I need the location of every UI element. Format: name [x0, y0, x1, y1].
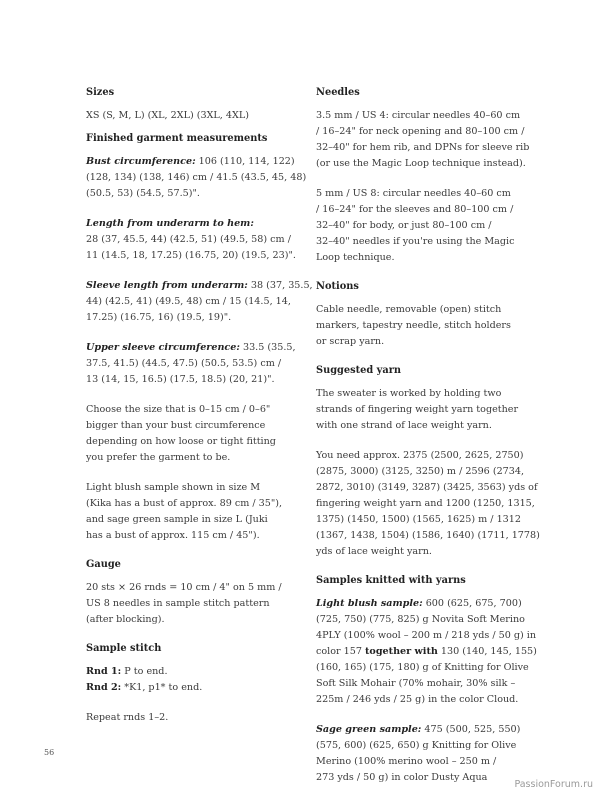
text-line: 3.5 mm / US 4: circular needles 40–60 cm: [316, 110, 521, 121]
blush-line: 130 (140, 145, 155): [437, 646, 537, 657]
sizes-text: XS (S, M, L) (XL, 2XL) (3XL, 4XL): [86, 110, 249, 121]
sage-line: 273 yds / 50 g) in color Dusty Aqua: [316, 772, 488, 783]
blush-line: 225m / 246 yds / 25 g) in the color Cloud.: [316, 694, 519, 705]
yarn-paragraph-1: [316, 386, 528, 434]
text-line: 5 mm / US 8: circular needles 40–60 cm: [316, 188, 511, 199]
yarn-paragraph-2: [316, 448, 540, 560]
blush-line: 600 (625, 675, 700): [422, 598, 522, 609]
text-line: markers, tapestry needle, stitch holders: [316, 320, 511, 331]
text-line: with one strand of lace weight yarn.: [316, 420, 492, 431]
text-line: yds of lace weight yarn.: [316, 546, 432, 557]
rnd2-text: *K1, p1* to end.: [121, 682, 203, 693]
blush-line: (725, 750) (775, 825) g Novita Soft Merino: [316, 614, 525, 625]
rnd1-text: P to end.: [121, 666, 168, 677]
notions-heading: Notions: [316, 281, 359, 292]
text-line: (2875, 3000) (3125, 3250) m / 2596 (2734,: [316, 466, 525, 477]
length-line: 11 (14.5, 18, 17.25) (16.75, 20) (19.5, 23)".: [86, 250, 296, 261]
text-line: 20 sts × 26 rnds = 10 cm / 4" on 5 mm /: [86, 582, 282, 593]
bust-circumference: [86, 154, 307, 202]
sizes-heading: Sizes: [86, 87, 115, 98]
repeat-text: Repeat rnds 1–2.: [86, 712, 169, 723]
needles-heading: Needles: [316, 87, 360, 98]
text-line: bigger than your bust circumference: [86, 420, 266, 431]
upper-sleeve-circumference: [86, 340, 296, 388]
rnd1-label: Rnd 1:: [86, 666, 122, 677]
upper-sleeve-label: Upper sleeve circumference:: [86, 342, 240, 353]
gauge-heading: Gauge: [86, 559, 121, 570]
blush-line: (160, 165) (175, 180) g of Knitting for Olive: [316, 662, 529, 673]
bust-label: Bust circumference:: [86, 156, 196, 167]
sage-line: (575, 600) (625, 650) g Knitting for Olive: [316, 740, 517, 751]
text-line: fingering weight yarn and 1200 (1250, 1315,: [316, 498, 535, 509]
text-line: (or use the Magic Loop technique instead).: [316, 158, 526, 169]
text-line: or scrap yarn.: [316, 336, 385, 347]
finished-measurements-heading: Finished garment measurements: [86, 133, 268, 144]
blush-line: color 157: [316, 646, 365, 657]
text-line: 32–40" for body, or just 80–100 cm /: [316, 220, 492, 231]
stitch-rounds: [86, 664, 291, 696]
bust-line: 106 (110, 114, 122): [195, 156, 295, 167]
sleeve-length: [86, 278, 313, 326]
text-line: depending on how loose or tight fitting: [86, 436, 276, 447]
left-column: [86, 86, 313, 726]
length-label: Length from underarm to hem:: [86, 218, 254, 229]
blush-label: Light blush sample:: [316, 598, 423, 609]
sleeve-label: Sleeve length from underarm:: [86, 280, 248, 291]
bust-line: (50.5, 53) (54.5, 57.5)".: [86, 188, 200, 199]
upper-sleeve-line: 13 (14, 15, 16.5) (17.5, 18.5) (20, 21)".: [86, 374, 275, 385]
watermark: PassionForum.ru: [514, 779, 593, 790]
samples-shown-paragraph: [86, 480, 291, 544]
text-line: (Kika has a bust of approx. 89 cm / 35"),: [86, 498, 283, 509]
text-line: Cable needle, removable (open) stitch: [316, 304, 502, 315]
right-column: [316, 86, 540, 786]
text-line: Loop technique.: [316, 252, 395, 263]
rnd2-label: Rnd 2:: [86, 682, 122, 693]
text-line: Choose the size that is 0–15 cm / 0–6": [86, 404, 271, 415]
together-with-label: together with: [365, 646, 438, 657]
sage-line: 475 (500, 525, 550): [421, 724, 521, 735]
upper-sleeve-line: 37.5, 41.5) (44.5, 47.5) (50.5, 53.5) cm /: [86, 358, 282, 369]
needles-paragraph-1: [316, 108, 528, 172]
text-line: / 16–24" for neck opening and 80–100 cm /: [316, 126, 525, 137]
blush-line: 4PLY (100% wool – 200 m / 218 yds / 50 g) in: [316, 630, 537, 641]
text-line: has a bust of approx. 115 cm / 45").: [86, 530, 260, 541]
text-line: (1367, 1438, 1504) (1586, 1640) (1711, 1778): [316, 530, 540, 541]
light-blush-sample: [316, 596, 537, 708]
text-line: strands of fingering weight yarn together: [316, 404, 519, 415]
text-line: 2872, 3010) (3149, 3287) (3425, 3563) yds of: [316, 482, 538, 493]
needles-paragraph-2: [316, 186, 528, 266]
text-line: 32–40" for hem rib, and DPNs for sleeve rib: [316, 142, 530, 153]
bust-line: (128, 134) (138, 146) cm / 41.5 (43.5, 45, 48): [86, 172, 307, 183]
length-line: 28 (37, 45.5, 44) (42.5, 51) (49.5, 58) cm /: [86, 234, 291, 245]
text-line: / 16–24" for the sleeves and 80–100 cm /: [316, 204, 514, 215]
text-line: US 8 needles in sample stitch pattern: [86, 598, 270, 609]
text-line: 32–40" needles if you're using the Magic: [316, 236, 515, 247]
length-from-underarm: [86, 216, 296, 264]
sleeve-line: 44) (42.5, 41) (49.5, 48) cm / 15 (14.5, 14,: [86, 296, 291, 307]
samples-knitted-heading: Samples knitted with yarns: [316, 575, 466, 586]
page-number: 56: [44, 748, 55, 757]
sage-label: Sage green sample:: [316, 724, 422, 735]
text-line: (after blocking).: [86, 614, 165, 625]
text-line: You need approx. 2375 (2500, 2625, 2750): [316, 450, 524, 461]
text-line: you prefer the garment to be.: [86, 452, 231, 463]
text-line: Light blush sample shown in size M: [86, 482, 261, 493]
suggested-yarn-heading: Suggested yarn: [316, 365, 401, 376]
gauge-paragraph: [86, 580, 291, 628]
notions-paragraph: [316, 302, 528, 350]
text-line: and sage green sample in size L (Juki: [86, 514, 268, 525]
sage-green-sample: [316, 722, 528, 786]
text-line: The sweater is worked by holding two: [316, 388, 502, 399]
choose-size-paragraph: [86, 402, 291, 466]
sleeve-line: 17.25) (16.75, 16) (19.5, 19)".: [86, 312, 232, 323]
blush-line: Soft Silk Mohair (70% mohair, 30% silk –: [316, 678, 516, 689]
text-line: 1375) (1450, 1500) (1565, 1625) m / 1312: [316, 514, 521, 525]
sleeve-line: 38 (37, 35.5,: [247, 280, 313, 291]
sample-stitch-heading: Sample stitch: [86, 643, 162, 654]
upper-sleeve-line: 33.5 (35.5,: [239, 342, 296, 353]
sage-line: Merino (100% merino wool – 250 m /: [316, 756, 497, 767]
